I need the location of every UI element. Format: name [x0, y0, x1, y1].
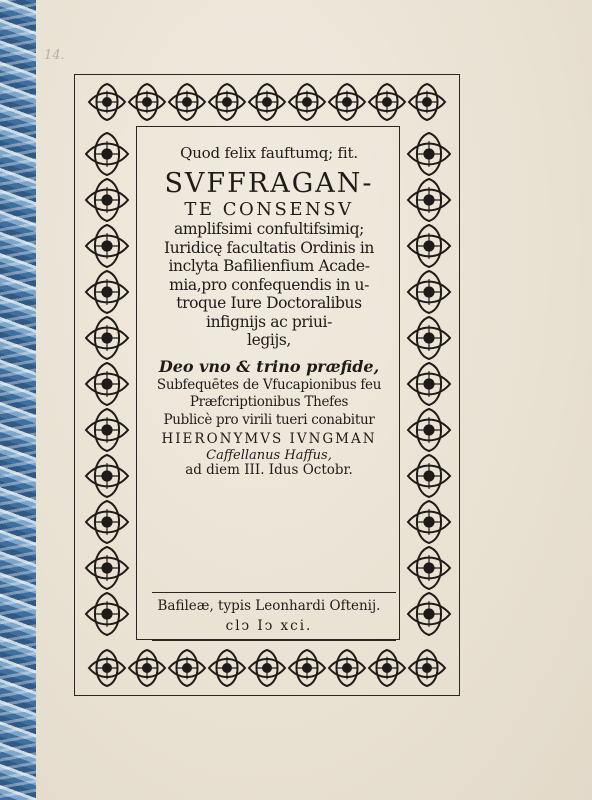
title-heading-line-1: SVFFRAGAN- [164, 168, 374, 199]
title-body-line: legijs, [247, 331, 291, 349]
date-line: ad diem III. Idus Octobr. [185, 461, 353, 478]
title-body-line: Iuridicę facultatis Ordinis in [163, 238, 375, 257]
title-body-line: amplifsimi confultifsimiq; [174, 220, 364, 238]
subject-line: Præfcriptionibus Thefes [189, 394, 349, 410]
title-body-line: troque Iure Doctoralibus [176, 294, 362, 312]
praeses-line: Deo vno & trino præfide, [158, 356, 380, 376]
imprint-printer: Bafileæ, typis Leonhardi Oftenij. [157, 598, 381, 614]
shelfmark-note: 14. [44, 48, 65, 63]
title-opening-line: Quod felix fauftumq; fit. [180, 144, 358, 162]
subject-line: Subfequētes de Vfucapionibus feu [156, 376, 382, 393]
author-name: HIERONYMVS IVNGMAN [161, 431, 377, 447]
imprint-rule-top [152, 592, 396, 593]
top-ornament-border-icon [78, 80, 456, 124]
imprint-block [140, 598, 398, 633]
bottom-ornament-border-icon [78, 646, 456, 690]
title-body-line: infignijs ac priui- [206, 312, 332, 331]
title-text-block [140, 138, 398, 477]
title-heading-line-2: TE CONSENSV [184, 199, 354, 220]
left-ornament-border-icon [80, 124, 134, 644]
author-origin: Caffellanus Haffus, [206, 447, 332, 463]
title-body-line: mia,pro confequendis in u- [169, 275, 369, 294]
imprint-year: clↄ Iↄ xci. [225, 617, 313, 634]
title-body-line: inclyta Bafilienfium Acade- [168, 257, 370, 275]
imprint-rule-bottom [152, 640, 396, 641]
marbled-endpaper [0, 0, 36, 800]
subject-line: Publicè pro virili tueri conabitur [163, 411, 375, 428]
right-ornament-border-icon [402, 124, 456, 644]
